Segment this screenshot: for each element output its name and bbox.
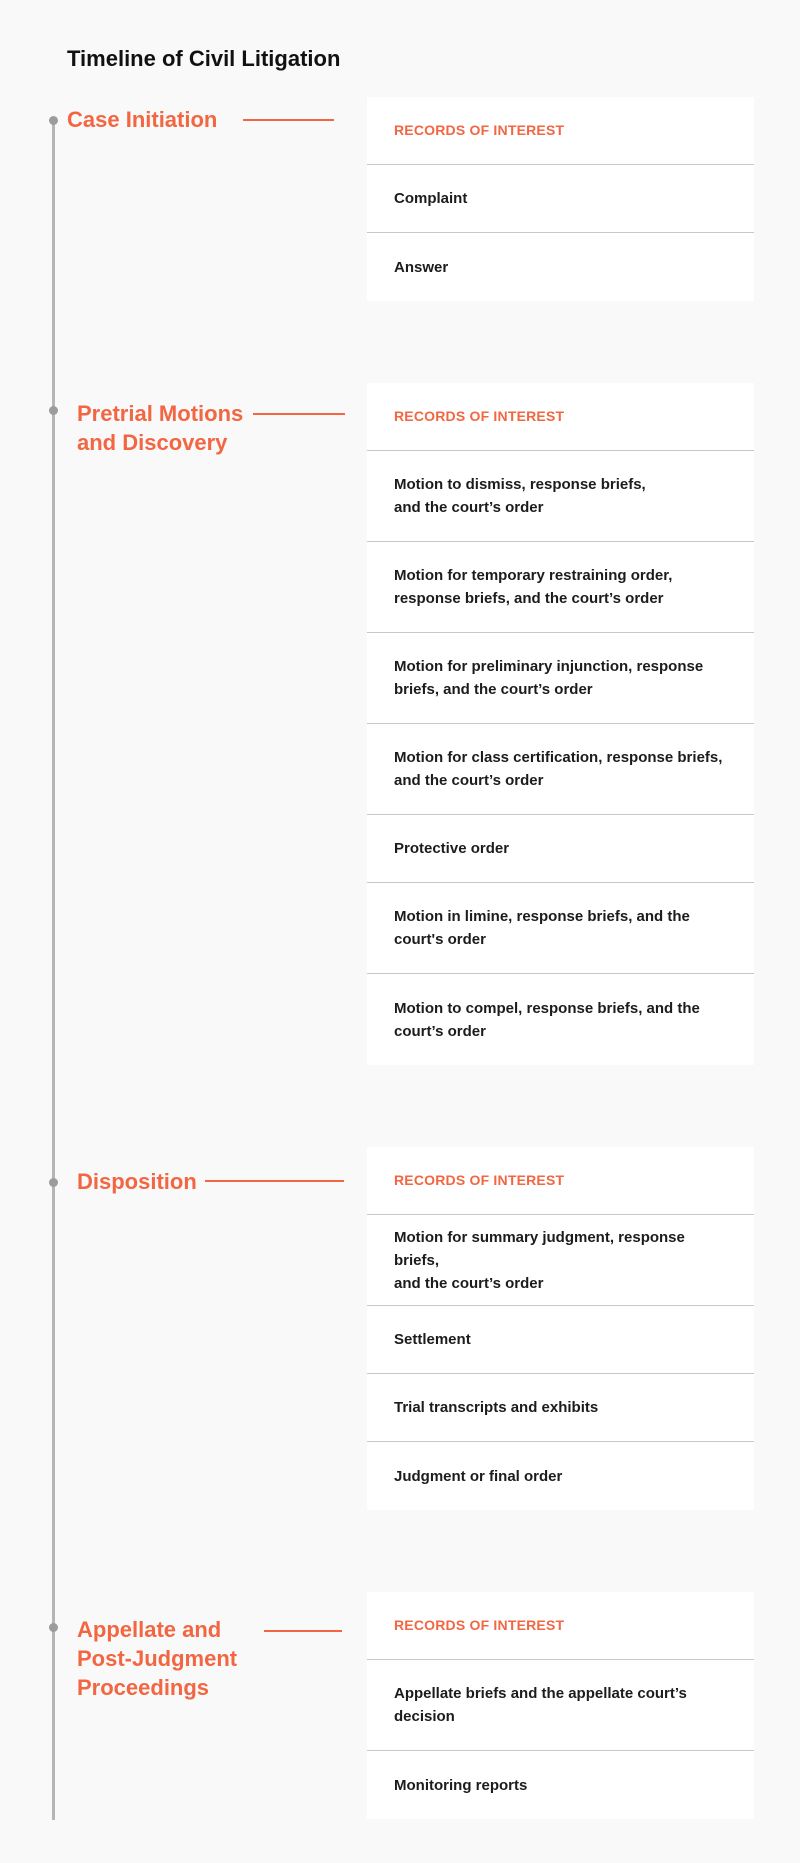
record-line: court's order [394, 931, 486, 948]
stage-title-line: Post-Judgment [77, 1646, 238, 1671]
record-item [367, 883, 754, 974]
stage-connector [264, 1630, 342, 1632]
stage-heading-pretrial-motions [77, 399, 243, 457]
record-line: and the court’s order [394, 1274, 544, 1292]
record-item [367, 165, 754, 233]
record-item [367, 633, 754, 724]
stage-title-line: Appellate and [77, 1617, 222, 1642]
timeline-dot [49, 116, 58, 125]
record-item [367, 451, 754, 542]
record-item [367, 974, 754, 1065]
records-header: RECORDS OF INTEREST [367, 97, 754, 165]
records-card-case-initiation [367, 97, 754, 301]
record-line: Motion to dismiss, response briefs, [394, 476, 646, 493]
record-line: court’s order [394, 1022, 486, 1040]
stage-title-line: Pretrial Motions [77, 401, 244, 426]
record-line: Settlement [394, 1331, 471, 1348]
records-header: RECORDS OF INTEREST [367, 383, 754, 451]
record-line: and the court’s order [394, 772, 544, 789]
stage-connector [243, 119, 334, 121]
record-line: decision [394, 1708, 455, 1725]
records-header: RECORDS OF INTEREST [367, 1592, 754, 1660]
record-item [367, 1751, 754, 1819]
record-line: Motion in limine, response briefs, and the [394, 908, 690, 925]
record-item [367, 1442, 754, 1510]
record-line: Motion for temporary restraining order, [394, 567, 673, 584]
record-line: Judgment or final order [394, 1467, 563, 1485]
timeline-dot [49, 1178, 58, 1187]
record-line: Protective order [394, 840, 510, 857]
record-item [367, 1660, 754, 1751]
record-line: Motion for preliminary injunction, response [394, 658, 704, 675]
record-line: Motion to compel, response briefs, and the [394, 999, 700, 1017]
stage-heading-case-initiation [67, 105, 217, 134]
record-item [367, 724, 754, 815]
timeline-dot [49, 406, 58, 415]
record-item [367, 1306, 754, 1374]
timeline-dot [49, 1623, 58, 1632]
record-line: Answer [394, 258, 449, 276]
record-line: briefs, and the court’s order [394, 681, 593, 698]
stage-connector [253, 413, 345, 415]
record-item [367, 233, 754, 301]
record-item [367, 815, 754, 883]
record-line: Appellate briefs and the appellate court’s [394, 1685, 687, 1702]
page-title: Timeline of Civil Litigation [67, 46, 341, 71]
record-line: Motion for summary judgment, response briefs, [394, 1228, 685, 1269]
stage-connector [205, 1180, 344, 1182]
stage-title-line: Case Initiation [67, 107, 218, 132]
records-card-disposition [367, 1147, 754, 1510]
record-line: Trial transcripts and exhibits [394, 1399, 599, 1416]
timeline-line [52, 120, 55, 1820]
record-line: Monitoring reports [394, 1776, 528, 1794]
record-item [367, 1374, 754, 1442]
records-header: RECORDS OF INTEREST [367, 1147, 754, 1215]
records-card-pretrial-motions [367, 383, 754, 1065]
stage-title-line: Proceedings [77, 1675, 210, 1700]
stage-title-line: Disposition [77, 1169, 197, 1194]
records-card-appellate [367, 1592, 754, 1819]
record-item [367, 542, 754, 633]
record-line: Complaint [394, 190, 468, 207]
record-line: and the court’s order [394, 499, 544, 516]
stage-heading-disposition [77, 1167, 197, 1196]
stage-heading-appellate [77, 1615, 237, 1702]
record-item [367, 1215, 754, 1306]
stage-title-line: and Discovery [77, 430, 228, 455]
record-line: response briefs, and the court’s order [394, 590, 664, 607]
record-line: Motion for class certification, response briefs, [394, 749, 723, 766]
